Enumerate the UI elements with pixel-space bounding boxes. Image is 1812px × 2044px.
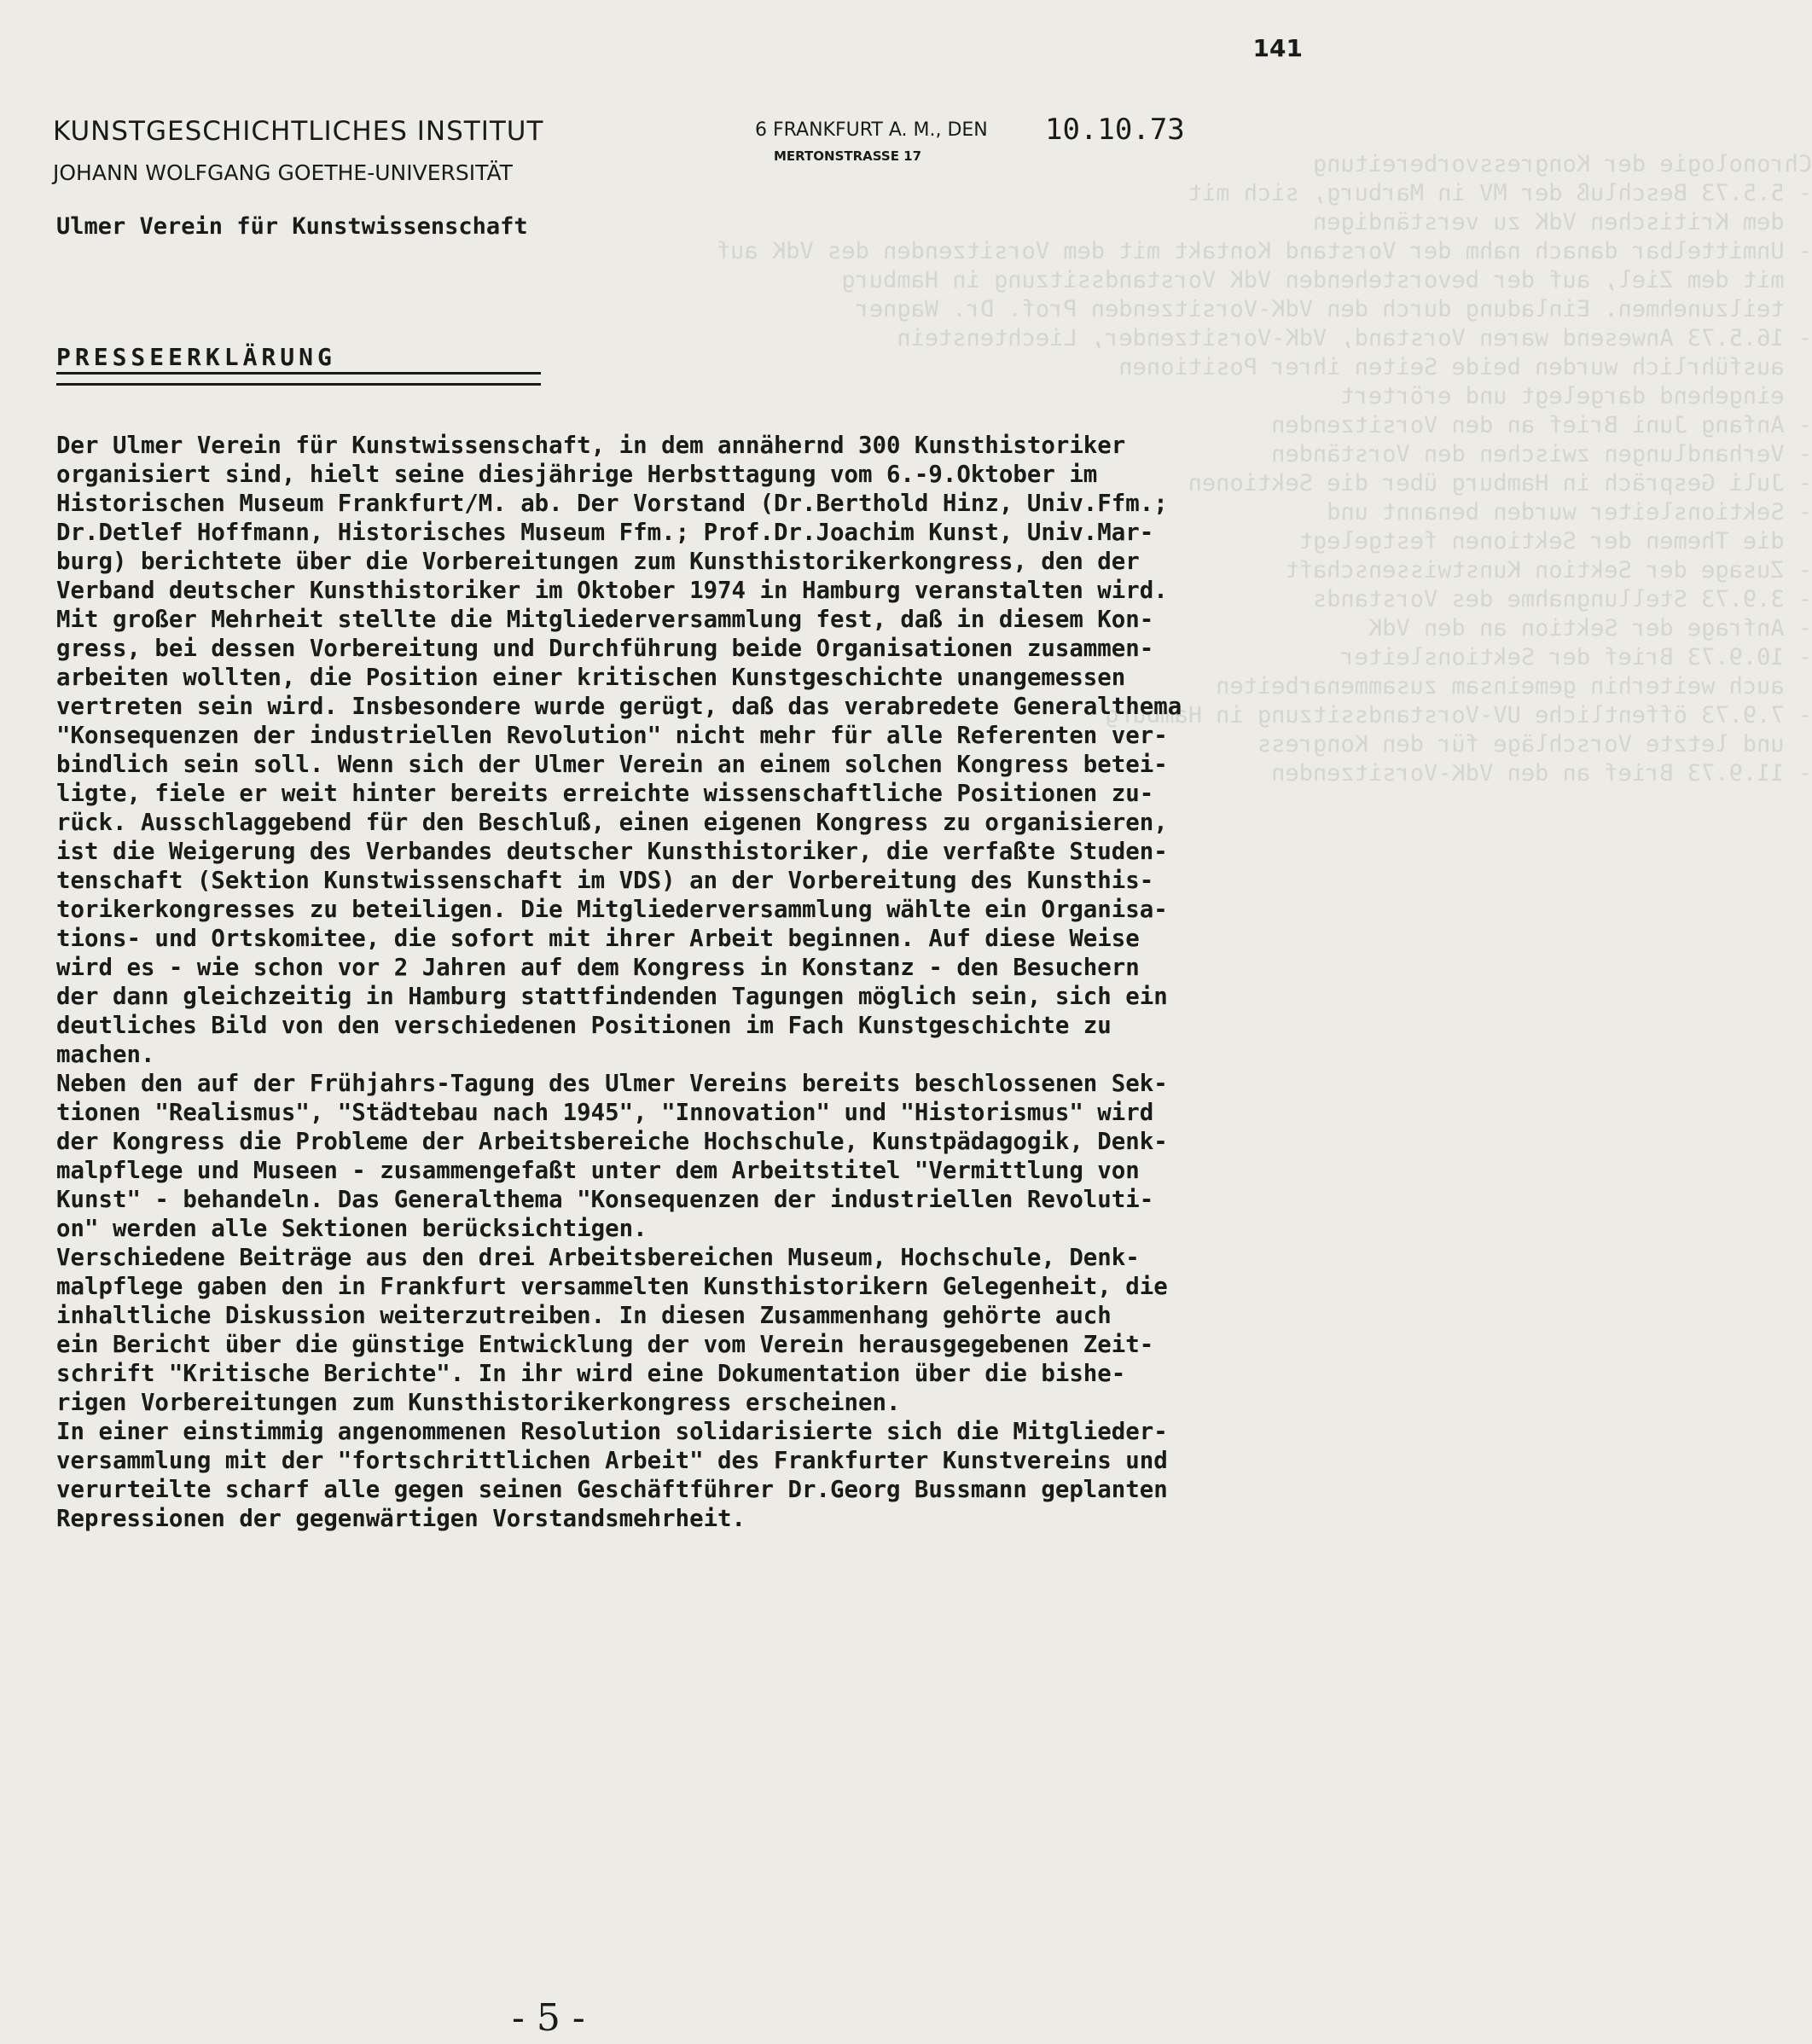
press-release-title: PRESSEERKLÄRUNG — [56, 343, 336, 371]
body-line: malpflege gaben den in Frankfurt versammelten Kunsthistorikern Gelegenheit, die — [56, 1274, 1168, 1300]
page-number: 141 — [1252, 34, 1303, 62]
body-line: Verschiedene Beiträge aus den drei Arbeitsbereichen Museum, Hochschule, Denk- — [56, 1245, 1140, 1271]
body-line: der Kongress die Probleme der Arbeitsbereiche Hochschule, Kunstpädagogik, Denk- — [56, 1129, 1168, 1155]
body-line: Verband deutscher Kunsthistoriker im Oktober 1974 in Hamburg veranstalten wird. — [56, 578, 1168, 604]
body-line: malpflege und Museen - zusammengefaßt unter dem Arbeitstitel "Vermittlung von — [56, 1158, 1140, 1184]
body-line: wird es - wie schon vor 2 Jahren auf dem Kongress in Konstanz - den Besuchern — [56, 955, 1140, 981]
street-label: MERTONSTRASSE 17 — [774, 148, 922, 164]
page-footer-number: - 5 - — [512, 1996, 585, 2040]
institute-name: KUNSTGESCHICHTLICHES INSTITUT — [53, 116, 544, 147]
title-double-underline — [56, 372, 541, 386]
body-line: deutliches Bild von den verschiedenen Positionen im Fach Kunstgeschichte zu — [56, 1013, 1112, 1039]
body-line: Dr.Detlef Hoffmann, Historisches Museum Ffm.; Prof.Dr.Joachim Kunst, Univ.Mar- — [56, 520, 1154, 546]
body-line: organisiert sind, hielt seine diesjährige Herbsttagung vom 6.-9.Oktober im — [56, 462, 1098, 488]
body-line: burg) berichtete über die Vorbereitungen zum Kunsthistorikerkongress, den der — [56, 549, 1140, 575]
city-label: 6 FRANKFURT A. M., DEN — [755, 119, 988, 141]
university-name: JOHANN WOLFGANG GOETHE-UNIVERSITÄT — [53, 160, 513, 185]
organization-heading: Ulmer Verein für Kunstwissenschaft — [56, 213, 528, 240]
body-line: Der Ulmer Verein für Kunstwissenschaft, in dem annähernd 300 Kunsthistoriker — [56, 433, 1126, 459]
body-line: vertreten sein wird. Insbesondere wurde gerügt, daß das verabredete Generalthema — [56, 694, 1182, 720]
body-line: versammlung mit der "fortschrittlichen Arbeit" des Frankfurter Kunstvereins und — [56, 1448, 1168, 1474]
body-line: arbeiten wollten, die Position einer kritischen Kunstgeschichte unangemessen — [56, 665, 1126, 691]
body-line: rück. Ausschlaggebend für den Beschluß, einen eigenen Kongress zu organisieren, — [56, 810, 1168, 836]
body-line: ein Bericht über die günstige Entwicklung der vom Verein herausgegebenen Zeit- — [56, 1332, 1154, 1358]
body-line: inhaltliche Diskussion weiterzutreiben. In diesen Zusammenhang gehörte auch — [56, 1303, 1112, 1329]
body-line: tenschaft (Sektion Kunstwissenschaft im VDS) an der Vorbereitung des Kunsthis- — [56, 868, 1154, 894]
body-line: tions- und Ortskomitee, die sofort mit ihrer Arbeit beginnen. Auf diese Weise — [56, 926, 1140, 952]
body-line: on" werden alle Sektionen berücksichtigen. — [56, 1216, 648, 1242]
press-release-body — [56, 432, 1387, 1534]
body-line: ist die Weigerung des Verbandes deutscher Kunsthistoriker, die verfaßte Studen- — [56, 839, 1168, 865]
letter-date: 10.10.73 — [1045, 113, 1185, 147]
bleed-through-text: Chronologie der Kongressvorbereitung - 5.5.73 Beschluß der MV in Marburg, sich mit dem Kritischen VdK zu verständigen - Unmittelbar danach nahm der Vorstand Kontakt mit dem Vorsitzenden des VdK auf mit dem Ziel, auf der bevorstehenden VdK Vorstandssitzung in Hamburg teilzunehmen. Einladung durch den VdK-Vorsitzenden Prof. Dr. Wagner - 16.5.73 Anwesend waren Vorstand, VdK-Vorsitzender, Liechtenstein ausführlich wurden beide Seiten ihrer Positionen eingehend dargelegt und erörtert - Anfang Juni Brief an den Vorsitzenden - Verhandlungen zwischen den Vorständen - Juli Gespräch in Hamburg über die Sektionen - Sektionsleiter wurden benannt und die Themen der Sektionen festgelegt - Zusage der Sektion Kunstwissenschaft - 3.9.73 Stellungnahme des Vorstands - Anfrage der Sektion an den VdK - 10.9.73 Brief der Sektionsleiter auch weiterhin gemeinsam zusammenarbeiten - 7.9.73 öffentliche UV-Vorstandssitzung in Hamburg und letzte Vorschläge für den Kongress - 11.9.73 Brief an den VdK-Vorsitzenden — [717, 151, 1812, 787]
body-line: Mit großer Mehrheit stellte die Mitgliederversammlung fest, daß in diesem Kon- — [56, 607, 1154, 633]
body-line: Repressionen der gegenwärtigen Vorstandsmehrheit. — [56, 1506, 746, 1532]
body-line: gress, bei dessen Vorbereitung und Durchführung beide Organisationen zusammen- — [56, 636, 1154, 662]
body-line: Kunst" - behandeln. Das Generalthema "Konsequenzen der industriellen Revoluti- — [56, 1187, 1154, 1213]
body-line: Neben den auf der Frühjahrs-Tagung des Ulmer Vereins bereits beschlossenen Sek- — [56, 1071, 1168, 1097]
body-line: schrift "Kritische Berichte". In ihr wird eine Dokumentation über die bishe- — [56, 1361, 1126, 1387]
body-line: tionen "Realismus", "Städtebau nach 1945", "Innovation" und "Historismus" wird — [56, 1100, 1154, 1126]
body-line: ligte, fiele er weit hinter bereits erreichte wissenschaftliche Positionen zu- — [56, 781, 1154, 807]
body-line: In einer einstimmig angenommenen Resolution solidarisierte sich die Mitglieder- — [56, 1419, 1168, 1445]
body-line: rigen Vorbereitungen zum Kunsthistorikerkongress erscheinen. — [56, 1390, 901, 1416]
body-line: bindlich sein soll. Wenn sich der Ulmer Verein an einem solchen Kongress betei- — [56, 752, 1168, 778]
body-line: Historischen Museum Frankfurt/M. ab. Der Vorstand (Dr.Berthold Hinz, Univ.Ffm.; — [56, 491, 1168, 517]
body-line: verurteilte scharf alle gegen seinen Geschäftführer Dr.Georg Bussmann geplanten — [56, 1477, 1168, 1503]
body-line: torikerkongresses zu beteiligen. Die Mitgliederversammlung wählte ein Organisa- — [56, 897, 1168, 923]
body-line: der dann gleichzeitig in Hamburg stattfindenden Tagungen möglich sein, sich ein — [56, 984, 1168, 1010]
body-line: "Konsequenzen der industriellen Revolution" nicht mehr für alle Referenten ver- — [56, 723, 1168, 749]
body-line: machen. — [56, 1042, 155, 1068]
